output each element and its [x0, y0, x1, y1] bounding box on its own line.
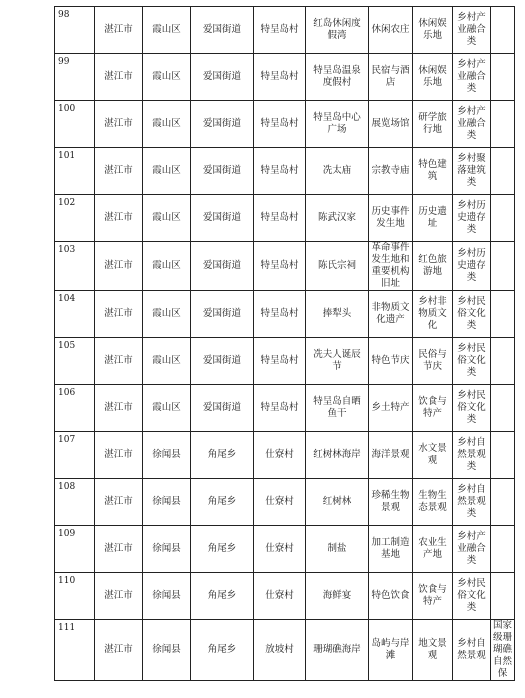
- street-cell: 爱国街道: [191, 101, 254, 148]
- village-cell: 放坡村: [254, 620, 306, 681]
- row-number-cell: 105: [55, 338, 95, 385]
- resource-name-cell: 特呈岛中心广场: [306, 101, 369, 148]
- kind-cell: 乡村产业融合类: [453, 54, 491, 101]
- table-row: [55, 7, 515, 54]
- city-cell: 湛江市: [95, 291, 143, 338]
- village-cell: 仕寮村: [254, 573, 306, 620]
- subtype-cell: 地文景观: [413, 620, 453, 681]
- note-cell: [491, 385, 515, 432]
- kind-cell: 乡村民俗文化类: [453, 573, 491, 620]
- category-cell: 加工制造基地: [369, 526, 413, 573]
- city-cell: 湛江市: [95, 148, 143, 195]
- subtype-cell: 民俗与节庆: [413, 338, 453, 385]
- village-cell: 仕寮村: [254, 432, 306, 479]
- category-cell: 特色节庆: [369, 338, 413, 385]
- street-cell: 爱国街道: [191, 385, 254, 432]
- table-row: [55, 291, 515, 338]
- category-cell: 非物质文化遗产: [369, 291, 413, 338]
- kind-cell: 乡村聚落建筑类: [453, 148, 491, 195]
- category-cell: 休闲农庄: [369, 7, 413, 54]
- kind-cell: 乡村产业融合类: [453, 7, 491, 54]
- district-cell: 霞山区: [143, 338, 191, 385]
- note-cell: [491, 573, 515, 620]
- district-cell: 徐闻县: [143, 479, 191, 526]
- resource-name-cell: 红树林: [306, 479, 369, 526]
- subtype-cell: 休闲娱乐地: [413, 54, 453, 101]
- village-cell: 仕寮村: [254, 479, 306, 526]
- district-cell: 霞山区: [143, 148, 191, 195]
- category-cell: 海洋景观: [369, 432, 413, 479]
- resource-name-cell: 捧犁头: [306, 291, 369, 338]
- city-cell: 湛江市: [95, 338, 143, 385]
- resource-name-cell: 陈氏宗祠: [306, 242, 369, 291]
- resource-name-cell: 红树林海岸: [306, 432, 369, 479]
- row-number-cell: 103: [55, 242, 95, 291]
- village-cell: 特呈岛村: [254, 385, 306, 432]
- row-number-cell: 108: [55, 479, 95, 526]
- row-number-cell: 110: [55, 573, 95, 620]
- row-number-cell: 100: [55, 101, 95, 148]
- table-row: [55, 242, 515, 291]
- street-cell: 角尾乡: [191, 620, 254, 681]
- city-cell: 湛江市: [95, 195, 143, 242]
- table-row: [55, 338, 515, 385]
- table-row: [55, 148, 515, 195]
- category-cell: 特色饮食: [369, 573, 413, 620]
- district-cell: 徐闻县: [143, 620, 191, 681]
- category-cell: 展览场馆: [369, 101, 413, 148]
- resource-table: [54, 6, 515, 681]
- district-cell: 霞山区: [143, 195, 191, 242]
- kind-cell: 乡村历史遗存类: [453, 195, 491, 242]
- table-row: [55, 526, 515, 573]
- table-row: [55, 479, 515, 526]
- resource-name-cell: 海鲜宴: [306, 573, 369, 620]
- note-cell: [491, 526, 515, 573]
- subtype-cell: 饮食与特产: [413, 573, 453, 620]
- resource-name-cell: 珊瑚礁海岸: [306, 620, 369, 681]
- note-cell: [491, 291, 515, 338]
- kind-cell: 乡村自然景观类: [453, 432, 491, 479]
- street-cell: 爱国街道: [191, 338, 254, 385]
- kind-cell: 乡村民俗文化类: [453, 291, 491, 338]
- kind-cell: 乡村产业融合类: [453, 101, 491, 148]
- note-cell: [491, 7, 515, 54]
- note-cell: [491, 338, 515, 385]
- city-cell: 湛江市: [95, 526, 143, 573]
- category-cell: 宗教寺庙: [369, 148, 413, 195]
- district-cell: 徐闻县: [143, 526, 191, 573]
- row-number-cell: 111: [55, 620, 95, 681]
- note-cell: [491, 432, 515, 479]
- table-body: [55, 7, 515, 681]
- table-row: [55, 101, 515, 148]
- table-row: [55, 54, 515, 101]
- subtype-cell: 特色建筑: [413, 148, 453, 195]
- subtype-cell: 乡村非物质文化: [413, 291, 453, 338]
- city-cell: 湛江市: [95, 54, 143, 101]
- subtype-cell: 农业生产地: [413, 526, 453, 573]
- city-cell: 湛江市: [95, 479, 143, 526]
- resource-name-cell: 制盐: [306, 526, 369, 573]
- table-row: [55, 432, 515, 479]
- resource-name-cell: 特呈岛自晒鱼干: [306, 385, 369, 432]
- village-cell: 特呈岛村: [254, 338, 306, 385]
- category-cell: 民宿与酒店: [369, 54, 413, 101]
- street-cell: 角尾乡: [191, 526, 254, 573]
- category-cell: 乡土特产: [369, 385, 413, 432]
- kind-cell: 乡村民俗文化类: [453, 338, 491, 385]
- resource-name-cell: 陈武汉家: [306, 195, 369, 242]
- category-cell: 珍稀生物景观: [369, 479, 413, 526]
- street-cell: 角尾乡: [191, 432, 254, 479]
- street-cell: 爱国街道: [191, 195, 254, 242]
- street-cell: 爱国街道: [191, 54, 254, 101]
- resource-name-cell: 红岛休闲度假湾: [306, 7, 369, 54]
- kind-cell: 乡村产业融合类: [453, 526, 491, 573]
- note-cell: [491, 479, 515, 526]
- kind-cell: 乡村民俗文化类: [453, 385, 491, 432]
- street-cell: 角尾乡: [191, 573, 254, 620]
- row-number-cell: 107: [55, 432, 95, 479]
- kind-cell: 乡村自然景观类: [453, 479, 491, 526]
- subtype-cell: 历史遗址: [413, 195, 453, 242]
- category-cell: 岛屿与岸滩: [369, 620, 413, 681]
- row-number-cell: 99: [55, 54, 95, 101]
- village-cell: 特呈岛村: [254, 242, 306, 291]
- resource-name-cell: 特呈岛温泉度假村: [306, 54, 369, 101]
- subtype-cell: 水文景观: [413, 432, 453, 479]
- district-cell: 霞山区: [143, 242, 191, 291]
- row-number-cell: 102: [55, 195, 95, 242]
- note-cell: 国家级珊瑚礁自然保: [491, 620, 515, 681]
- street-cell: 爱国街道: [191, 7, 254, 54]
- row-number-cell: 106: [55, 385, 95, 432]
- district-cell: 徐闻县: [143, 573, 191, 620]
- district-cell: 徐闻县: [143, 432, 191, 479]
- note-cell: [491, 195, 515, 242]
- district-cell: 霞山区: [143, 54, 191, 101]
- district-cell: 霞山区: [143, 291, 191, 338]
- kind-cell: 乡村自然景观: [453, 620, 491, 681]
- city-cell: 湛江市: [95, 101, 143, 148]
- subtype-cell: 生物生态景观: [413, 479, 453, 526]
- table-row: [55, 195, 515, 242]
- note-cell: [491, 101, 515, 148]
- subtype-cell: 休闲娱乐地: [413, 7, 453, 54]
- district-cell: 霞山区: [143, 7, 191, 54]
- village-cell: 特呈岛村: [254, 54, 306, 101]
- city-cell: 湛江市: [95, 432, 143, 479]
- table-row: [55, 385, 515, 432]
- district-cell: 霞山区: [143, 101, 191, 148]
- city-cell: 湛江市: [95, 242, 143, 291]
- row-number-cell: 104: [55, 291, 95, 338]
- street-cell: 爱国街道: [191, 148, 254, 195]
- village-cell: 特呈岛村: [254, 101, 306, 148]
- subtype-cell: 饮食与特产: [413, 385, 453, 432]
- row-number-cell: 98: [55, 7, 95, 54]
- kind-cell: 乡村历史遗存类: [453, 242, 491, 291]
- subtype-cell: 研学旅行地: [413, 101, 453, 148]
- row-number-cell: 109: [55, 526, 95, 573]
- category-cell: 历史事件发生地: [369, 195, 413, 242]
- subtype-cell: 红色旅游地: [413, 242, 453, 291]
- village-cell: 特呈岛村: [254, 148, 306, 195]
- city-cell: 湛江市: [95, 7, 143, 54]
- table-row: [55, 573, 515, 620]
- village-cell: 特呈岛村: [254, 7, 306, 54]
- city-cell: 湛江市: [95, 620, 143, 681]
- village-cell: 特呈岛村: [254, 195, 306, 242]
- city-cell: 湛江市: [95, 573, 143, 620]
- district-cell: 霞山区: [143, 385, 191, 432]
- city-cell: 湛江市: [95, 385, 143, 432]
- village-cell: 特呈岛村: [254, 291, 306, 338]
- village-cell: 仕寮村: [254, 526, 306, 573]
- resource-name-cell: 冼太庙: [306, 148, 369, 195]
- note-cell: [491, 54, 515, 101]
- street-cell: 爱国街道: [191, 242, 254, 291]
- street-cell: 爱国街道: [191, 291, 254, 338]
- row-number-cell: 101: [55, 148, 95, 195]
- note-cell: [491, 148, 515, 195]
- note-cell: [491, 242, 515, 291]
- resource-name-cell: 冼夫人诞辰节: [306, 338, 369, 385]
- category-cell: 革命事件发生地和重要机构旧址: [369, 242, 413, 291]
- table-row: [55, 620, 515, 681]
- street-cell: 角尾乡: [191, 479, 254, 526]
